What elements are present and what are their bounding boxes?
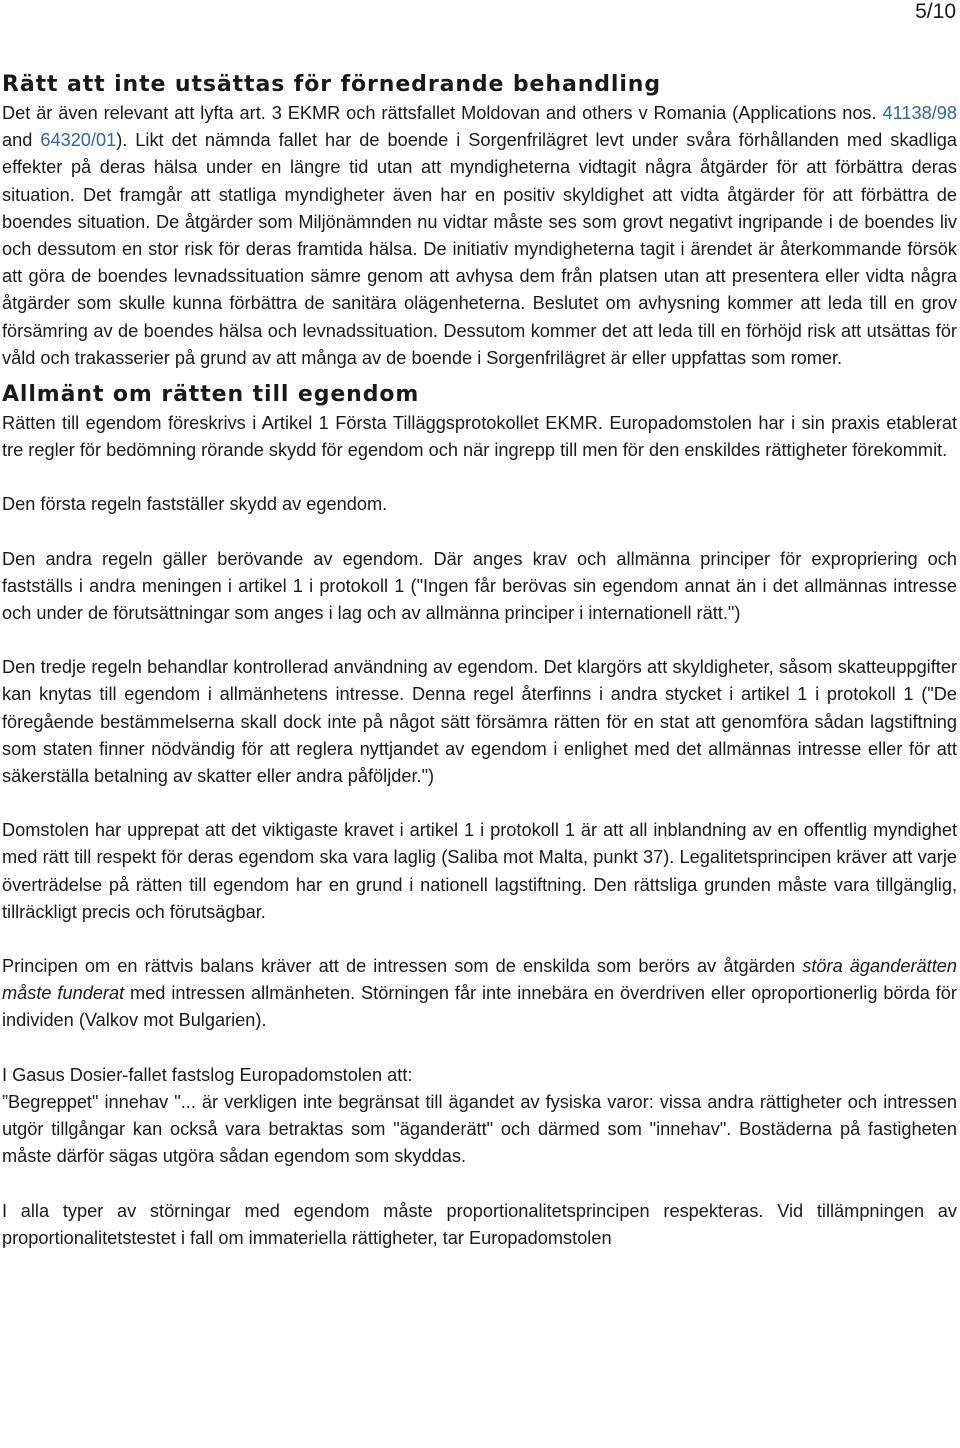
application-link-64320[interactable]: 64320/01	[40, 130, 117, 151]
document-body	[2, 70, 957, 1252]
paragraph-text: ). Likt det nämnda fallet har de boende i Sorgenfrilägret levt under svåra förhållanden med skadliga effekter på deras hälsa under en längre tid utan att myndigheterna vidtagit några åtgärder för att förbättra deras situation. Det framgår att statliga myndigheter även har en positiv skyldighet att vidta åtgärder för att förbättra de boendes situation. De åtgärder som Miljönämnden nu vidtar måste ses som grovt negativt ingripande i de boendes liv och dessutom en stor risk för deras framtida hälsa. De initiativ myndigheterna tagit i ärendet är återkommande försök att göra de boendes levnadssituation sämre genom att avhysa dem från platsen utan att presentera eller vidta några åtgärder som skulle kunna förbättra de sanitära olägenheterna. Beslutet om avhysning kommer att leda till en grov försämring av de boendes hälsa och levnadssituation. Dessutom kommer det att leda till en förhöjd risk att utsättas för våld och trakasserier på grund av att många av de boende i Sorgenfrilägret är eller uppfattas som romer.	[2, 130, 957, 368]
emphasized-text: störa äganderätten måste funderat	[2, 956, 957, 1004]
paragraph-text: med intressen allmänheten. Störningen får inte innebära en överdriven eller oproportionerlig börda för individen (Valkov mot Bulgarien).	[2, 983, 957, 1031]
paragraph-property-intro: Rätten till egendom föreskrivs i Artikel 1 Första Tilläggsprotokollet EKMR. Europadomstolen har i sin praxis etablerat tre regler för bedömning rörande skydd för egendom och när ingrepp till men för den enskildes rättigheter förekommit.	[2, 413, 957, 461]
paragraph-moldovan	[2, 100, 957, 372]
paragraph-text: Det är även relevant att lyfta art. 3 EKMR och rättsfallet Moldovan and others v Romania (Applications nos.	[2, 103, 883, 123]
paragraph-third-rule: Den tredje regeln behandlar kontrollerad användning av egendom. Det klargörs att skyldigheter, såsom skatteuppgifter kan knytas till egendom i allmänhetens intresse. Denna regel återfinns i andra stycket i artikel 1 i protokoll 1 ("De föregående bestämmelserna skall dock inte på något sätt försämra rätten för en stat att genomföra sådan lagstiftning som staten finner nödvändig för att reglera nyttjandet av egendom i enlighet med det allmännas intresse eller för att säkerställa betalning av skatter eller andra påföljder.")	[2, 657, 957, 787]
paragraph-first-rule: Den första regeln fastställer skydd av egendom.	[2, 494, 388, 515]
paragraph-gasus-dosier	[2, 1062, 957, 1171]
application-link-41138[interactable]: 41138/98	[882, 103, 957, 123]
paragraph-legality: Domstolen har upprepat att det viktigaste kravet i artikel 1 i protokoll 1 är att all inblandning av en offentlig myndighet med rätt till respekt för deras egendom ska vara laglig (Saliba mot Malta, punkt 37). Legalitetsprincipen kräver att varje överträdelse på rätten till egendom har en grund i nationell lagstiftning. Den rättsliga grunden måste vara tillgänglig, tillräckligt precis och förutsägbar.	[2, 820, 957, 922]
section-heading-property-rights: Allmänt om rätten till egendom	[2, 382, 420, 408]
paragraph-second-rule: Den andra regeln gäller berövande av egendom. Där anges krav och allmänna principer för expropriering och fastställs i andra meningen i artikel 1 i protokoll 1 ("Ingen får berövas sin egendom annat än i det allmännas intresse och under de förutsättningar som anges i lag och av allmänna principer i internationell rätt.")	[2, 548, 957, 624]
paragraph-text: and	[2, 130, 41, 151]
paragraph-fair-balance	[2, 953, 957, 1035]
paragraph-proportionality: I alla typer av störningar med egendom måste proportionalitetsprincipen respekteras. Vid tillämpningen av proportionalitetstestet i fall om immateriella rättigheter, tar Europadomstolen	[2, 1200, 957, 1248]
quoted-text: ”Begreppet" innehav "... är verkligen inte begränsat till ägandet av fysiska varor: vissa andra rättigheter och intressen utgör tillgångar kan också vara betraktas som "äganderätt" och därmed som "innehav". Bostäderna på fastigheten måste därför sägas utgöra sådan egendom som skyddas.	[2, 1091, 957, 1167]
paragraph-text: I Gasus Dosier-fallet fastslog Europadomstolen att:	[2, 1064, 413, 1085]
section-heading-degrading-treatment: Rätt att inte utsättas för förnedrande behandling	[2, 72, 661, 97]
paragraph-text: Principen om en rättvis balans kräver att de intressen som de enskilda som berörs av åtgärden	[2, 956, 803, 977]
page-number: 5/10	[915, 0, 956, 23]
